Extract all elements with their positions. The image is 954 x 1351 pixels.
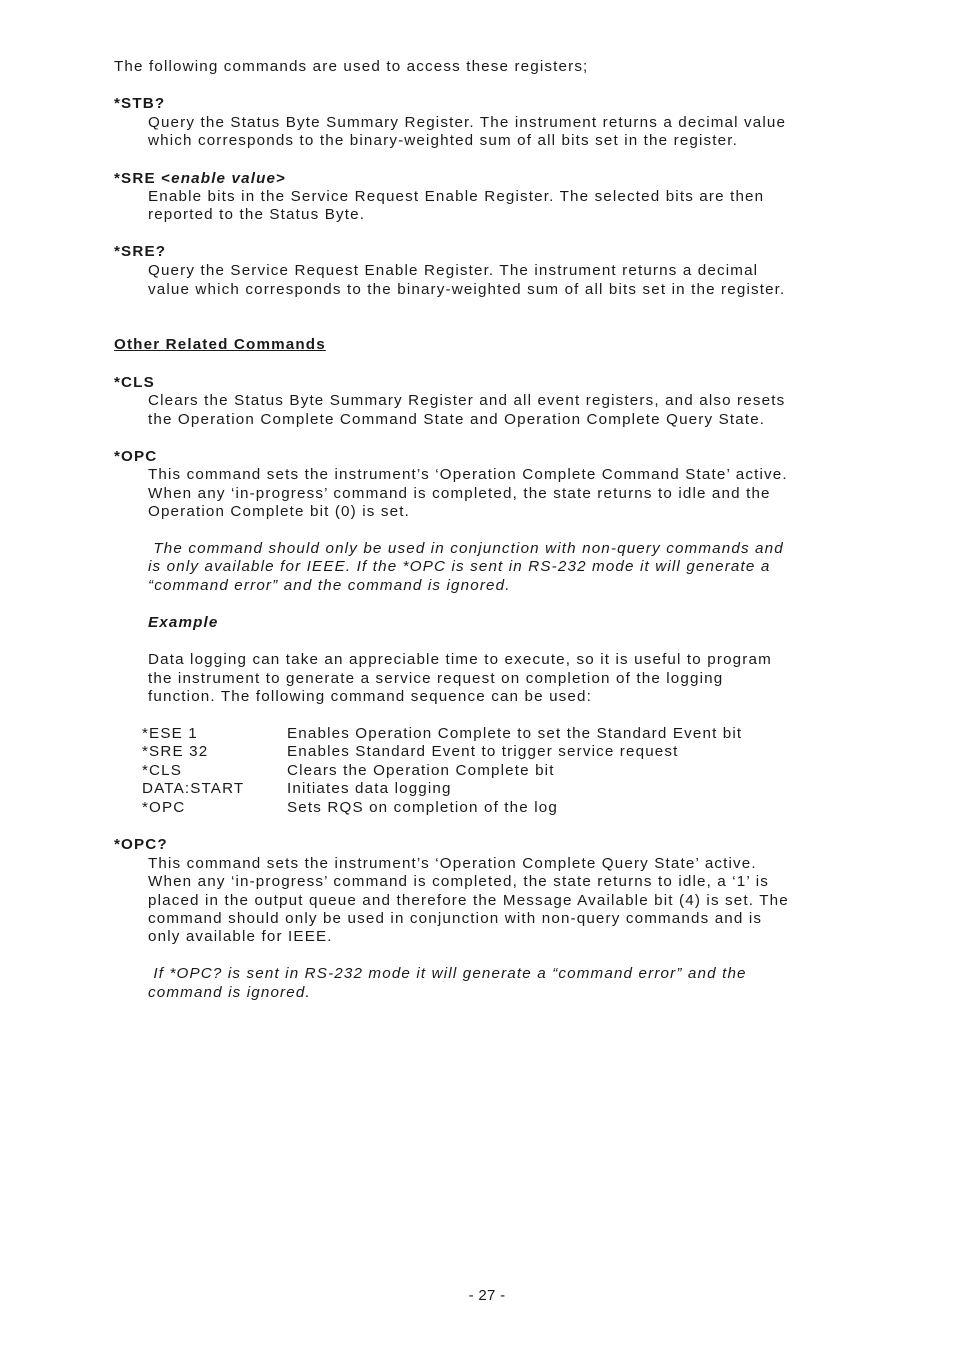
cls-description-line: Clears the Status Byte Summary Register and all event registers, and also resets xyxy=(148,392,786,409)
sre-query-description-line: Query the Service Request Enable Register. The instrument returns a decimal xyxy=(148,262,759,279)
sequence-command: *SRE 32 xyxy=(142,743,209,760)
page-number: - 27 - xyxy=(468,1287,506,1304)
opc-query-description-line: When any ‘in-progress’ command is completed, the state returns to idle, a ‘1’ is xyxy=(148,873,769,890)
opc-query-note-line: If *OPC? is sent in RS-232 mode it will generate a “command error” and the xyxy=(148,965,747,982)
stb-description-line: Query the Status Byte Summary Register. The instrument returns a decimal value xyxy=(148,114,787,131)
cls-description-line: the Operation Complete Command State and Operation Complete Query State. xyxy=(148,411,766,428)
sre-set-description-line: reported to the Status Byte. xyxy=(148,206,366,223)
opc-command-title: *OPC xyxy=(114,448,158,465)
intro-text: The following commands are used to access these registers; xyxy=(114,58,589,75)
sequence-command: *ESE 1 xyxy=(142,725,198,742)
sre-set-command-title xyxy=(114,170,286,188)
sequence-command: DATA:START xyxy=(142,780,245,797)
sre-set-description-line: Enable bits in the Service Request Enable Register. The selected bits are then xyxy=(148,188,765,205)
sequence-command: *OPC xyxy=(142,799,186,816)
example-text-line: function. The following command sequence can be used: xyxy=(148,688,592,705)
sequence-description: Enables Standard Event to trigger service request xyxy=(287,743,679,760)
sequence-description: Sets RQS on completion of the log xyxy=(287,799,558,816)
opc-description-line: This command sets the instrument’s ‘Operation Complete Command State’ active. xyxy=(148,466,788,483)
example-heading: Example xyxy=(148,614,219,631)
opc-note-line: “command error” and the command is ignored. xyxy=(148,577,511,594)
opc-description-line: Operation Complete bit (0) is set. xyxy=(148,503,410,520)
example-text-line: the instrument to generate a service request on completion of the logging xyxy=(148,670,724,687)
opc-query-description-line: only available for IEEE. xyxy=(148,928,333,945)
opc-query-note-line: command is ignored. xyxy=(148,984,311,1001)
opc-query-description-line: command should only be used in conjunction with non-query commands and is xyxy=(148,910,763,927)
stb-command-title: *STB? xyxy=(114,95,166,112)
sre-set-title-argument: enable value xyxy=(171,170,277,187)
sre-set-title-prefix: *SRE < xyxy=(114,170,172,187)
stb-description-line: which corresponds to the binary-weighted sum of all bits set in the register. xyxy=(148,132,738,149)
sequence-description: Enables Operation Complete to set the Standard Event bit xyxy=(287,725,743,742)
opc-note-line: is only available for IEEE. If the *OPC is sent in RS-232 mode it will generate a xyxy=(148,558,771,575)
opc-query-description-line: placed in the output queue and therefore the Message Available bit (4) is set. The xyxy=(148,892,789,909)
opc-query-description-line: This command sets the instrument’s ‘Operation Complete Query State’ active. xyxy=(148,855,757,872)
opc-note-line: The command should only be used in conjunction with non-query commands and xyxy=(148,540,784,557)
opc-description-line: When any ‘in-progress’ command is completed, the state returns to idle and the xyxy=(148,485,771,502)
sequence-description: Clears the Operation Complete bit xyxy=(287,762,555,779)
cls-command-title: *CLS xyxy=(114,374,155,391)
example-text-line: Data logging can take an appreciable time to execute, so it is useful to program xyxy=(148,651,772,668)
sre-set-title-suffix: > xyxy=(276,170,287,187)
sre-query-description-line: value which corresponds to the binary-weighted sum of all bits set in the register. xyxy=(148,281,786,298)
sre-query-command-title: *SRE? xyxy=(114,243,167,260)
sequence-description: Initiates data logging xyxy=(287,780,452,797)
section-heading: Other Related Commands xyxy=(114,336,326,353)
sequence-command: *CLS xyxy=(142,762,183,779)
opc-query-command-title: *OPC? xyxy=(114,836,168,853)
